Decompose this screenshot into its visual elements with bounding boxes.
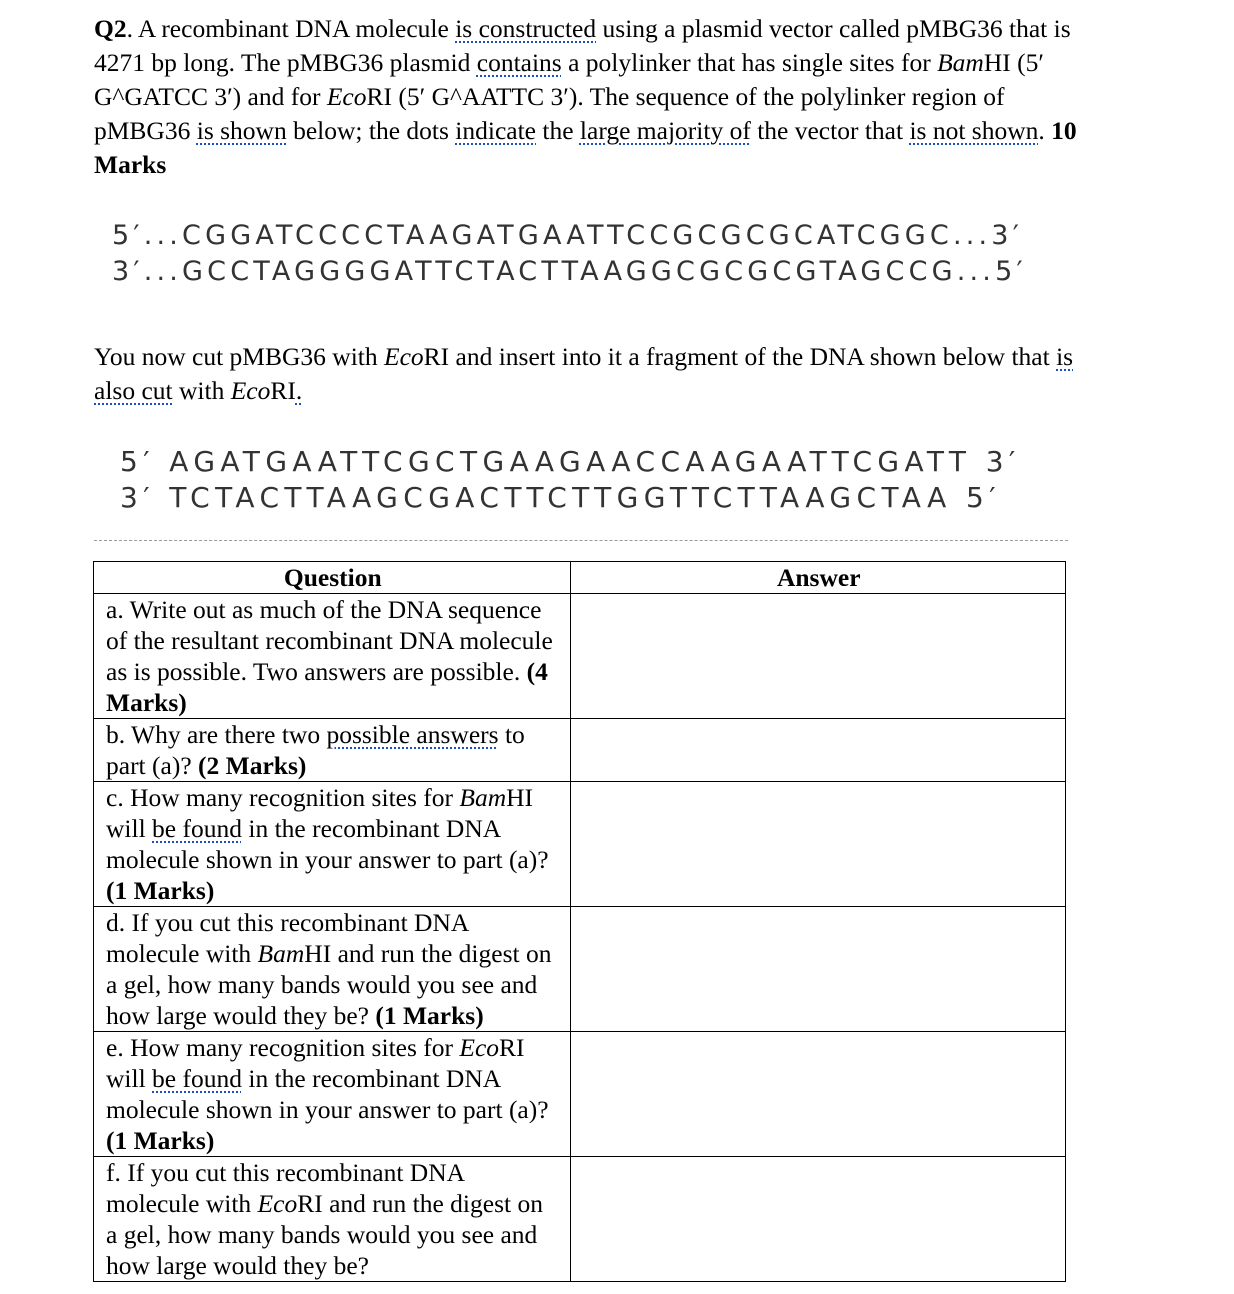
answer-e[interactable] xyxy=(570,1032,1066,1157)
enzyme-name-italic: Eco xyxy=(459,1033,500,1062)
table-row xyxy=(94,1032,1066,1157)
question-c xyxy=(94,782,571,907)
question-marks: (1 Marks) xyxy=(106,876,215,905)
answer-a[interactable] xyxy=(570,594,1066,719)
intro-text: the vector that xyxy=(750,116,910,145)
insert-top-strand: 5′ AGATGAATTCGCTGAAGAACCAAGAATTCGATT 3′ xyxy=(120,445,1021,478)
insert-instructions xyxy=(94,340,1084,408)
answer-b[interactable] xyxy=(570,719,1066,782)
table-row xyxy=(94,1157,1066,1282)
insert-sequence xyxy=(120,444,1021,516)
question-f xyxy=(94,1157,571,1282)
question-text: d. If you cut this recombinant DNA molecule with xyxy=(106,908,468,968)
instructions-text: You now cut pMBG36 with xyxy=(94,342,384,371)
question-e xyxy=(94,1032,571,1157)
grammar-flag[interactable]: be found xyxy=(152,814,242,843)
question-d xyxy=(94,907,571,1032)
enzyme-name-italic: Eco xyxy=(257,1189,298,1218)
question-b xyxy=(94,719,571,782)
question-text: f. If you cut this recombinant DNA molecule with xyxy=(106,1158,464,1218)
intro-text: RI (5′ G^AATTC 3′). The sequence of the polylinker region of pMBG36 xyxy=(94,82,1005,145)
instructions-text: with xyxy=(172,376,231,405)
total-marks: 10 Marks xyxy=(94,116,1077,179)
grammar-flag[interactable]: indicate xyxy=(455,116,537,145)
table-row xyxy=(94,719,1066,782)
enzyme-name-italic: Eco xyxy=(384,342,424,371)
instructions-text: RI xyxy=(270,376,296,405)
question-label: Q2 xyxy=(94,14,127,43)
question-marks: (4 Marks) xyxy=(106,657,548,717)
question-marks: (1 Marks) xyxy=(106,1126,215,1155)
polylinker-top-strand: 5′...CGGATCCCCTAAGATGAATTCCGCGCGCATCGGC...3′ xyxy=(112,220,1024,251)
answer-f[interactable] xyxy=(570,1157,1066,1282)
question-a xyxy=(94,594,571,719)
question-text: in the recombinant DNA molecule shown in your answer to part (a)? xyxy=(106,814,549,874)
question-text: to part (a)? xyxy=(106,720,525,780)
section-divider xyxy=(94,540,1068,541)
question-text: in the recombinant DNA molecule shown in your answer to part (a)? xyxy=(106,1064,549,1124)
grammar-flag[interactable]: is constructed xyxy=(455,14,597,43)
grammar-flag[interactable]: be found xyxy=(152,1064,242,1093)
question-text: a. Write out as much of the DNA sequence of the resultant recombinant DNA molecule as is possible. Two answers are possible. xyxy=(106,595,553,686)
intro-text: HI (5′ G^GATCC 3′) and for xyxy=(94,48,1044,111)
table-row xyxy=(94,782,1066,907)
question-text: RI will xyxy=(106,1033,525,1093)
question-text: b. Why are there two xyxy=(106,720,327,749)
grammar-flag[interactable]: . xyxy=(295,376,303,405)
question-intro xyxy=(94,12,1084,182)
intro-text: the xyxy=(536,116,580,145)
enzyme-name-italic: Eco xyxy=(230,376,271,405)
question-text: RI and run the digest on a gel, how many bands would you see and how large would they be? xyxy=(106,1189,543,1280)
polylinker-bottom-strand: 3′...GCCTAGGGGATTCTACTTAAGGCGCGCGTAGCCG...5′ xyxy=(112,256,1027,287)
header-answer: Answer xyxy=(570,562,1066,594)
question-text: HI and run the digest on a gel, how many bands would you see and how large would they be? xyxy=(106,939,552,1030)
enzyme-name-italic: Bam xyxy=(459,783,507,812)
header-question: Question xyxy=(94,562,571,594)
enzyme-name-italic: Bam xyxy=(937,48,984,77)
instructions-paragraph xyxy=(94,340,1084,408)
intro-text: using a plasmid vector called pMBG36 that is 4271 bp long. The pMBG36 plasmid xyxy=(94,14,1071,77)
grammar-flag[interactable]: is not shown xyxy=(909,116,1039,145)
intro-text: . A recombinant DNA molecule xyxy=(126,14,456,43)
question-text: HI will xyxy=(106,783,534,843)
table-header-row xyxy=(94,562,1066,594)
enzyme-name-italic: Bam xyxy=(257,939,305,968)
answer-c[interactable] xyxy=(570,782,1066,907)
instructions-text: RI and insert into it a fragment of the DNA shown below that xyxy=(423,342,1057,371)
enzyme-name-italic: Eco xyxy=(326,82,367,111)
grammar-flag[interactable]: possible answers xyxy=(326,720,499,749)
question-answer-table xyxy=(93,561,1066,1282)
grammar-flag[interactable]: is shown xyxy=(196,116,287,145)
intro-text: below; the dots xyxy=(286,116,456,145)
intro-text: . xyxy=(1038,116,1052,145)
grammar-flag[interactable]: is also cut xyxy=(94,342,1074,405)
question-marks: (2 Marks) xyxy=(198,751,307,780)
answer-d[interactable] xyxy=(570,907,1066,1032)
polylinker-sequence xyxy=(112,218,1027,290)
question-text: c. How many recognition sites for xyxy=(106,783,460,812)
intro-text: a polylinker that has single sites for xyxy=(561,48,938,77)
intro-paragraph xyxy=(94,12,1084,182)
question-marks: (1 Marks) xyxy=(375,1001,484,1030)
grammar-flag[interactable]: contains xyxy=(476,48,562,77)
insert-bottom-strand: 3′ TCTACTTAAGCGACTTCTTGGTTCTTAAGCTAA 5′ xyxy=(120,481,1001,514)
table-row xyxy=(94,594,1066,719)
question-text: e. How many recognition sites for xyxy=(106,1033,460,1062)
table-row xyxy=(94,907,1066,1032)
grammar-flag[interactable]: large majority of xyxy=(579,116,751,145)
